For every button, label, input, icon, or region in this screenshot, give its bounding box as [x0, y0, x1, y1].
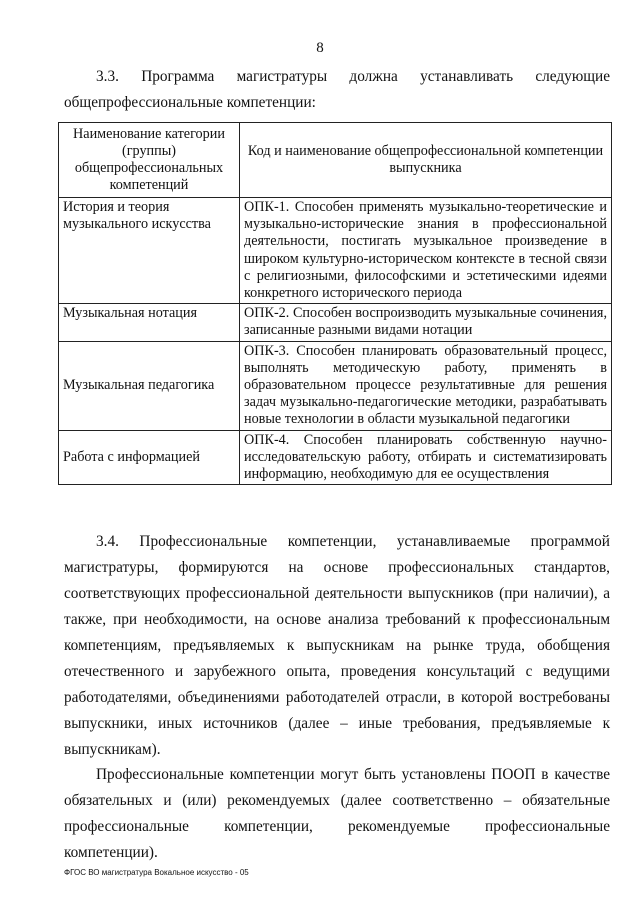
- row-category: Музыкальная нотация: [59, 304, 240, 341]
- row-category: История и теория музыкального искусства: [59, 198, 240, 304]
- poop-paragraph: Профессиональные компетенции могут быть установлены ПООП в качестве обязательных и (или) рекомендуемых (далее соответственно – обязательные профессиональные компетенции, рекомендуемые профессиональные компетенции).: [64, 766, 610, 861]
- document-footer: ФГОС ВО магистратура Вокальное искусство - 05: [64, 868, 249, 877]
- table-header-row: [59, 123, 612, 198]
- row-category: Работа с информацией: [59, 430, 240, 485]
- section-3-3-paragraph: 3.3. Программа магистратуры должна устанавливать следующие общепрофессиональные компетенции:: [64, 68, 610, 111]
- table-row: [59, 198, 612, 304]
- header-category: Наименование категории (группы) общепрофессиональных компетенций: [59, 123, 240, 198]
- table-row: [59, 304, 612, 341]
- table-row: [59, 430, 612, 485]
- competencies-table: [58, 122, 612, 485]
- table-row: [59, 341, 612, 430]
- row-competency: ОПК-3. Способен планировать образовательный процесс, выполнять методическую работу, применять в образовательном процессе результативные для решения задач музыкально-педагогические методики, разрабатывать новые технологии в области музыкальной педагогики: [240, 341, 612, 430]
- row-competency: ОПК-1. Способен применять музыкально-теоретические и музыкально-исторические знания в профессиональной деятельности, постигать музыкальное произведение в широком культурно-историческом контексте в тесной связи с религиозными, философскими и эстетическими идеями конкретного исторического периода: [240, 198, 612, 304]
- row-category: Музыкальная педагогика: [59, 341, 240, 430]
- page-number: 8: [316, 40, 324, 56]
- section-3-4-paragraph: 3.4. Профессиональные компетенции, устанавливаемые программой магистратуры, формируются на основе профессиональных стандартов, соответствующих профессиональной деятельности выпускников (при наличии), а также, при необходимости, на основе анализа требований к профессиональным компетенциям, предъявляемых к выпускникам на рынке труда, обобщения отечественного и зарубежного опыта, проведения консультаций с ведущими работодателями, объединениями работодателей отрасли, в которой востребованы выпускники, иных источников (далее – иные требования, предъявляемые к выпускникам).: [64, 533, 610, 758]
- header-competency: Код и наименование общепрофессиональной компетенции выпускника: [240, 123, 612, 198]
- row-competency: ОПК-4. Способен планировать собственную научно-исследовательскую работу, отбирать и систематизировать информацию, необходимую для ее осуществления: [240, 430, 612, 485]
- row-competency: ОПК-2. Способен воспроизводить музыкальные сочинения, записанные разными видами нотации: [240, 304, 612, 341]
